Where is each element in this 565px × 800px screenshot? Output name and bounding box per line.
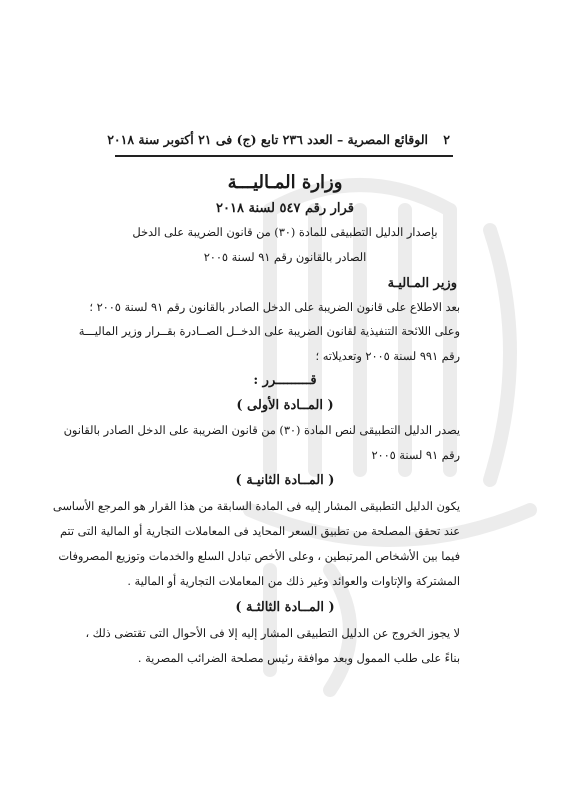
preamble-line: وعلى اللائحة التنفيذية لقانون الضريبة على الدخــل الصــادرة بقــرار وزير الماليـــة	[78, 325, 460, 338]
minister-heading: وزير المـاليـة	[387, 276, 457, 291]
gazette-issue-title: الوقائع المصرية – العدد ٢٣٦ تابع (ج) فى ٢١ أكتوبر سنة ٢٠١٨	[107, 132, 428, 147]
article-heading: ( المــادة الثالثـة )	[235, 600, 335, 615]
article-text-line: لا يجوز الخروج عن الدليل التطبيقى المشار إليه إلا فى الأحوال التى تقتضى ذلك ،	[85, 627, 460, 640]
article-text-line: يصدر الدليل التطبيقى لنص المادة (٣٠) من قانون الضريبة على الدخل الصادر بالقانون	[63, 424, 460, 437]
decree-number: قرار رقم ٥٤٧ لسنة ٢٠١٨	[216, 201, 354, 216]
article-text-line: يكون الدليل التطبيقى المشار إليه فى المادة السابقة من هذا القرار هو المرجع الأساسى	[52, 500, 460, 513]
decree-subject-line: بإصدار الدليل التطبيقى للمادة (٣٠) من قانون الضريبة على الدخل	[132, 226, 438, 239]
article-text-line: عند تحقق المصلحة من تطبيق السعر المحايد فى المعاملات التجارية أو المالية التى تتم	[59, 525, 460, 538]
article-heading: ( المــادة الأولى )	[236, 398, 334, 413]
ministry-title: وزارة المـاليـــة	[227, 172, 343, 193]
header-rule	[115, 155, 453, 157]
article-text-line: فيما بين الأشخاص المرتبطين ، وعلى الأخص تبادل السلع والخدمات وتوزيع المصروفات	[58, 550, 460, 563]
page-number: ٢	[443, 132, 450, 147]
preamble-line: بعد الاطلاع على قانون الضريبة على الدخل الصادر بالقانون رقم ٩١ لسنة ٢٠٠٥ ؛	[89, 301, 460, 314]
page-header	[107, 132, 450, 152]
preamble-line: رقم ٩٩١ لسنة ٢٠٠٥ وتعديلاته ؛	[315, 350, 460, 363]
decided-heading: قـــــــــرر :	[253, 373, 317, 388]
article-heading: ( المــادة الثانيـة )	[235, 473, 335, 488]
article-text-line: رقم ٩١ لسنة ٢٠٠٥	[371, 449, 460, 462]
article-text-line: بناءً على طلب الممول وبعد موافقة رئيس مصلحة الضرائب المصرية .	[137, 652, 460, 665]
article-text-line: المشتركة والإتاوات والعوائد وغير ذلك من المعاملات التجارية أو المالية .	[127, 575, 460, 588]
decree-subject-line: الصادر بالقانون رقم ٩١ لسنة ٢٠٠٥	[203, 251, 367, 264]
